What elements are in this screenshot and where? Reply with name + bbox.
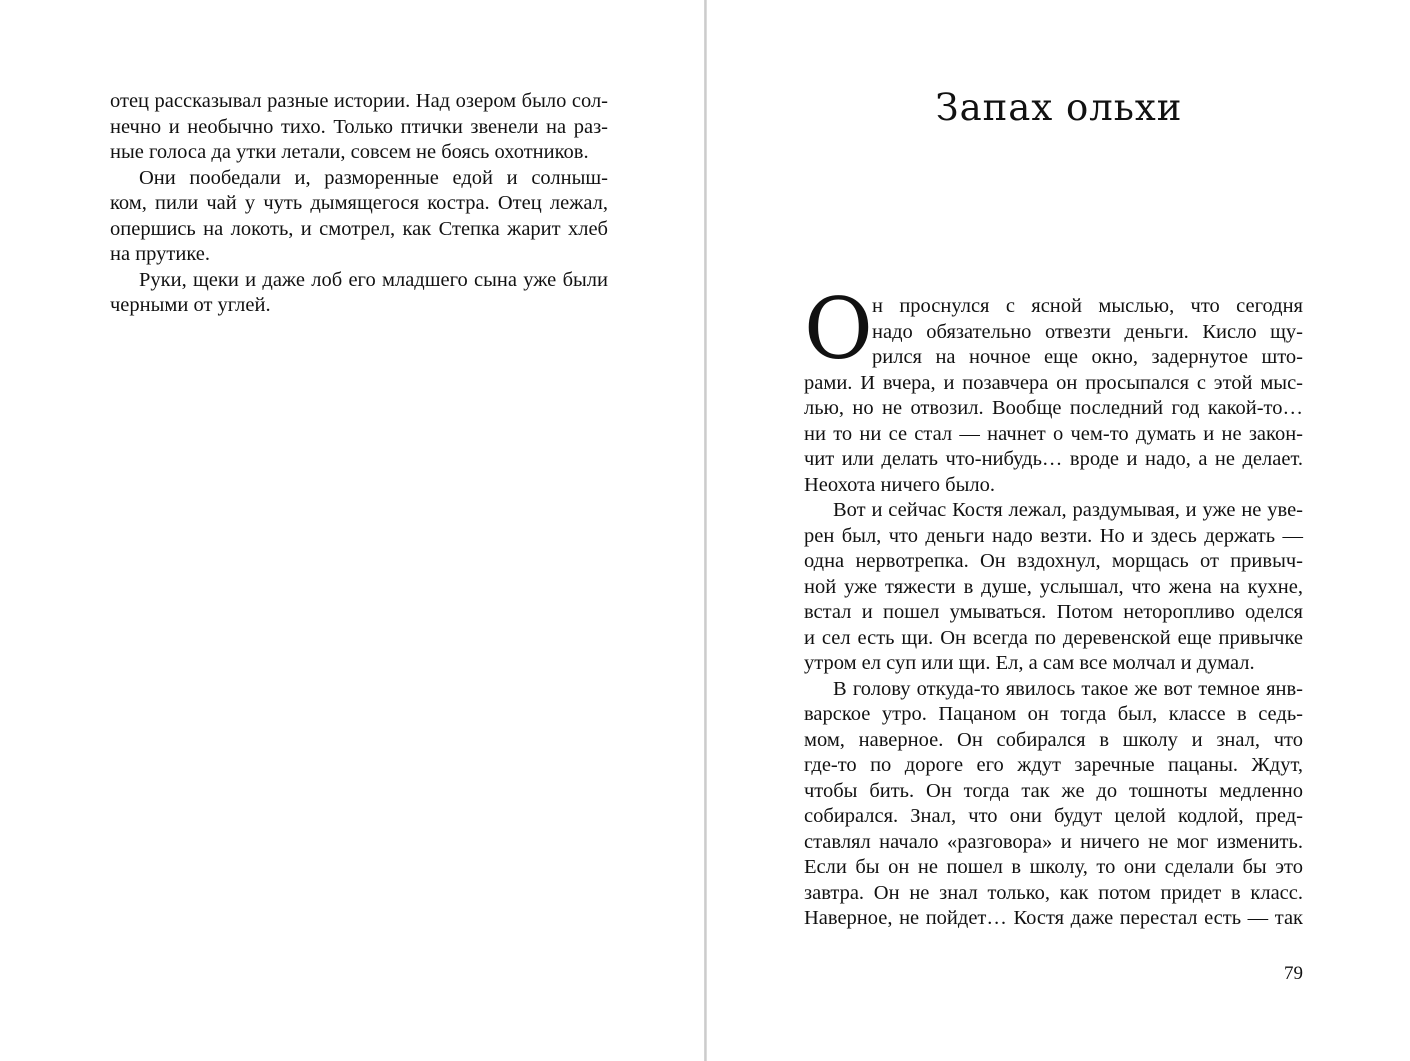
text-line: опершись на локоть, и смотрел, как Степка жарит хлеб xyxy=(110,217,608,240)
text-line: утром ел суп или щи. Ел, а сам все молчал и думал. xyxy=(804,652,1255,674)
text-line: ные голоса да утки летали, совсем не боясь охотников. xyxy=(110,141,589,163)
text-line: чтобы бить. Он тогда так же до тошноты медленно xyxy=(804,779,1303,802)
text-line: лью, но не отвозил. Вообще последний год какой-то… xyxy=(804,397,1303,419)
text-line: надо обязательно отвезти деньги. Кисло щу- xyxy=(872,320,1303,343)
text-line: и сел есть щи. Он всегда по деревенской еще привычке xyxy=(804,626,1303,649)
text-line: на прутике. xyxy=(110,243,210,265)
text-line: ком, пили чай у чуть дымящегося костра. Отец лежал, xyxy=(110,192,608,214)
text-line: мом, наверное. Он собирался в школу и знал, что xyxy=(804,728,1303,751)
text-line: Они пообедали и, разморенные едой и солныш- xyxy=(139,166,608,189)
text-line: собирался. Знал, что они будут целой кодлой, пред- xyxy=(804,805,1303,827)
text-line: ставлял начало «разговора» и ничего не мог изменить. xyxy=(804,830,1303,853)
text-line: Руки, щеки и даже лоб его младшего сына уже были xyxy=(139,268,608,291)
text-line: Наверное, не пойдет… Костя даже перестал есть — так xyxy=(804,907,1303,929)
text-line: рился на ночное еще окно, задернутое што- xyxy=(872,346,1303,368)
text-line: Вот и сейчас Костя лежал, раздумывая, и уже не уве- xyxy=(833,499,1303,521)
text-line: ни то ни се стал — начнет о чем-то думать и не закон- xyxy=(804,422,1303,445)
text-line: где-то по дороге его ждут заречные пацаны. Ждут, xyxy=(804,754,1303,776)
text-line: Неохота ничего было. xyxy=(804,473,995,496)
right-page-body-text xyxy=(804,294,1303,932)
text-line: отец рассказывал разные истории. Над озером было сол- xyxy=(110,90,608,112)
page-number: 79 xyxy=(1284,963,1303,984)
text-line: встал и пошел умываться. Потом неторопливо оделся xyxy=(804,601,1303,623)
left-page-body-text xyxy=(110,89,608,319)
text-line: В голову откуда-то явилось такое же вот темное янв- xyxy=(833,677,1303,700)
drop-cap-letter: О xyxy=(804,280,873,378)
text-line: варское утро. Пацаном он тогда был, классе в седь- xyxy=(804,703,1303,725)
text-line: завтра. Он не знал только, как потом придет в класс. xyxy=(804,881,1303,904)
text-line: н проснулся с ясной мыслью, что сегодня xyxy=(872,295,1303,317)
text-line: одна нервотрепка. Он вздохнул, морщась от привыч- xyxy=(804,550,1303,572)
text-line: ной уже тяжести в душе, услышал, что жена на кухне, xyxy=(804,575,1303,598)
text-line: рен был, что деньги надо везти. Но и здесь держать — xyxy=(804,524,1303,547)
text-line: Если бы он не пошел в школу, то они сделали бы это xyxy=(804,856,1303,878)
text-line: черными от углей. xyxy=(110,294,271,316)
book-gutter xyxy=(704,0,707,1061)
text-line: нечно и необычно тихо. Только птички звенели на раз- xyxy=(110,115,608,138)
text-line: чит или делать что-нибудь… вроде и надо, а не делает. xyxy=(804,448,1303,470)
chapter-title: Запах ольхи xyxy=(935,86,1183,129)
text-line: рами. И вчера, и позавчера он просыпался с этой мыс- xyxy=(804,371,1303,394)
